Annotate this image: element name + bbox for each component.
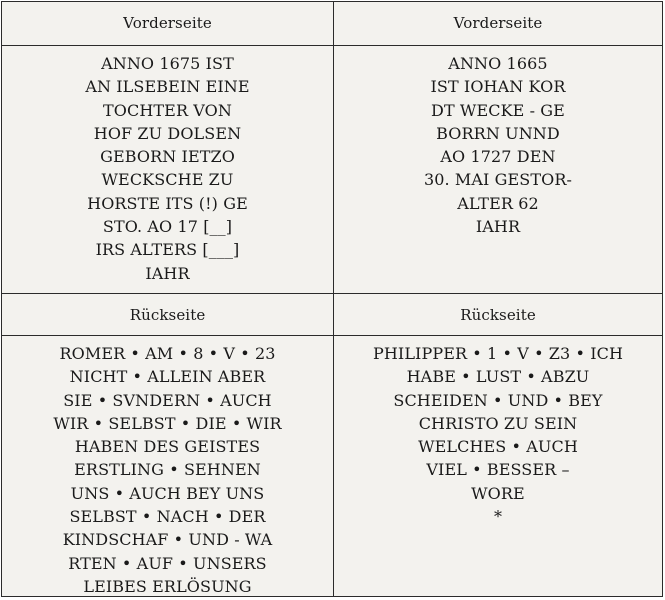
inscription-line: CHRISTO ZU SEIN	[418, 413, 578, 433]
inscription-line: ERSTLING • SEHNEN	[74, 460, 261, 480]
inscription-line: PHILIPPER • 1 • V • Z3 • ICH	[372, 344, 624, 363]
inscription-line: GEBORN IETZO	[100, 147, 235, 167]
inscription-line: HABEN DES GEISTES	[74, 437, 261, 457]
inscription-line: IAHR	[475, 217, 521, 237]
cell-front-right	[333, 46, 662, 294]
inscription-line: SIE • SVNDERN • AUCH	[63, 390, 272, 410]
inscription-line: IRS ALTERS [___]	[95, 240, 240, 260]
asterisk-mark: *	[493, 507, 503, 527]
cell-back-left	[2, 336, 333, 596]
inscription-line: TOCHTER VON	[103, 100, 232, 120]
header-rueckseite-left: Rückseite	[2, 294, 333, 336]
inscription-line: HABE • LUST • ABZU	[406, 367, 590, 387]
inscription-line: SELBST • NACH • DER	[69, 507, 266, 527]
inscription-line: AO 1727 DEN	[440, 147, 556, 167]
inscription-line: HOF ZU DOLSEN	[93, 123, 242, 143]
inscription-line: WIR • SELBST • DIE • WIR	[53, 413, 282, 433]
inscription-line: ALTER 62	[457, 193, 539, 213]
inscription-line: AN ILSEBEIN EINE	[85, 77, 250, 97]
inscription-line: RTEN • AUF • UNSERS	[68, 553, 267, 573]
inscription-line: ROMER • AM • 8 • V • 23	[59, 344, 276, 363]
inscription-line: SCHEIDEN • UND • BEY	[393, 390, 603, 410]
header-vorderseite-right: Vorderseite	[333, 2, 662, 46]
cell-front-left	[2, 46, 333, 294]
inscription-line: ANNO 1665	[448, 54, 548, 73]
inscription-table	[1, 1, 663, 597]
inscription-line: WELCHES • AUCH	[418, 437, 578, 457]
inscription-line: NICHT • ALLEIN ABER	[69, 367, 266, 387]
inscription-line: HORSTE ITS (!) GE	[87, 193, 248, 213]
inscription-line: IAHR	[145, 263, 190, 283]
inscription-line: KINDSCHAF • UND - WA	[62, 530, 273, 550]
inscription-line: IST IOHAN KOR	[430, 77, 566, 97]
header-vorderseite-left: Vorderseite	[2, 2, 333, 46]
cell-back-right	[333, 336, 662, 596]
inscription-line: LEIBES ERLÖSUNG	[83, 576, 252, 596]
inscription-line: ANNO 1675 IST	[101, 54, 234, 73]
inscription-line: WORE	[471, 483, 525, 503]
inscription-line: VIEL • BESSER –	[426, 460, 570, 480]
header-rueckseite-right: Rückseite	[333, 294, 662, 336]
inscription-line: WECKSCHE ZU	[101, 170, 234, 190]
inscription-line: UNS • AUCH BEY UNS	[70, 483, 265, 503]
inscription-line: DT WECKE - GE	[431, 100, 565, 120]
inscription-line: STO. AO 17 [__]	[102, 217, 233, 237]
inscription-line: 30. MAI GESTOR-	[423, 170, 573, 190]
inscription-line: BORRN UNND	[436, 123, 560, 143]
